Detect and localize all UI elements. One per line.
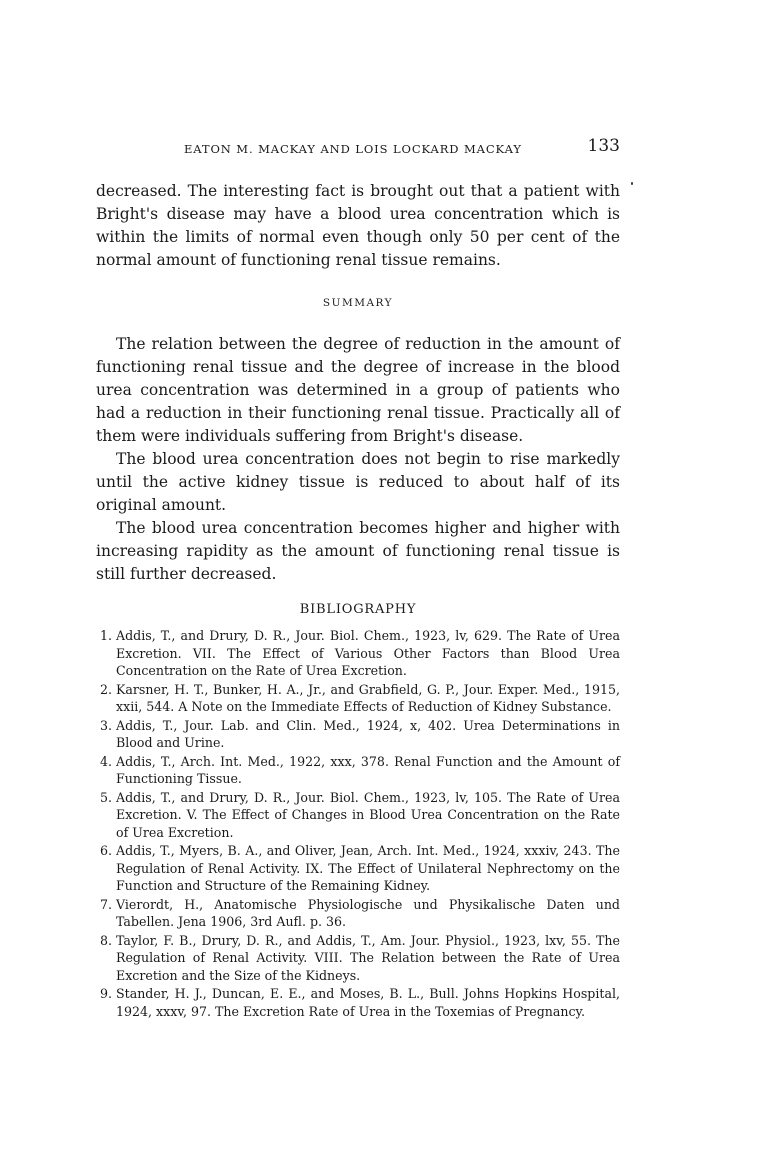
entry-number: 9. xyxy=(99,986,112,1001)
entry-text: Taylor, F. B., Drury, D. R., and Addis, T., Am. Jour. Physiol., 1923, lxv, 55. The Regulation of Renal Activity. VIII. The Relation between the Rate of Urea Excretion and the Size of the Kidneys. xyxy=(116,932,620,983)
paragraph-conclusion: decreased. The interesting fact is brought out that a patient with Bright's disease may have a blood urea concentration which is within the limits of normal even though only 50 per cent of the normal amount of functioning renal tissue remains. xyxy=(96,182,620,269)
running-head xyxy=(96,138,620,162)
entry-number: 7. xyxy=(99,896,112,912)
bibliography-entry xyxy=(96,717,620,752)
body-text xyxy=(96,180,620,586)
entry-number: 4. xyxy=(99,753,112,769)
entry-number: 5. xyxy=(99,789,112,805)
entry-number: 1. xyxy=(99,628,112,643)
bibliography-entry xyxy=(96,842,620,895)
bibliography-entry xyxy=(96,896,620,931)
entry-text: Addis, T., and Drury, D. R., Jour. Biol. Chem., 1923, lv, 105. The Rate of Urea Excretion. V. The Effect of Changes in Blood Urea Concentration on the Rate of Urea Excretion. xyxy=(116,789,620,840)
bibliography-entry xyxy=(96,789,620,842)
running-head-authors: EATON M. MACKAY AND LOIS LOCKARD MACKAY xyxy=(184,142,522,156)
bibliography-heading: BIBLIOGRAPHY xyxy=(299,602,417,617)
bibliography-entry xyxy=(96,932,620,985)
entry-text: Karsner, H. T., Bunker, H. A., Jr., and Grabfield, G. P., Jour. Exper. Med., 1915, xxii, 544. A Note on the Immediate Effects of Reduction of Kidney Substance. xyxy=(116,681,620,714)
summary-heading: SUMMARY xyxy=(322,297,394,309)
scan-speck xyxy=(631,182,633,185)
summary-paragraph-1: The relation between the degree of reduction in the amount of functioning renal tissue and the degree of increase in the blood urea concentration was determined in a group of patients who had a reduction in their functioning renal tissue. Practically all of them were individuals suffering from Bright's disease. xyxy=(96,335,620,445)
entry-text: Addis, T., Jour. Lab. and Clin. Med., 1924, x, 402. Urea Determinations in Blood and Urine. xyxy=(116,717,620,750)
entry-text: Stander, H. J., Duncan, E. E., and Moses, B. L., Bull. Johns Hopkins Hospital, 1924, xxxv, 97. The Excretion Rate of Urea in the Toxemias of Pregnancy. xyxy=(116,986,620,1019)
bibliography-entry xyxy=(96,681,620,716)
journal-page xyxy=(96,138,620,1021)
summary-paragraph-2: The blood urea concentration does not begin to rise markedly until the active kidney tissue is reduced to about half of its original amount. xyxy=(96,450,620,514)
entry-text: Addis, T., and Drury, D. R., Jour. Biol. Chem., 1923, lv, 629. The Rate of Urea Excretion. VII. The Effect of Various Other Factors than Blood Urea Concentration on the Rate of Urea Excretion. xyxy=(116,628,620,678)
bibliography-list xyxy=(96,627,620,1020)
entry-number: 2. xyxy=(99,681,112,697)
entry-text: Vierordt, H., Anatomische Physiologische und Physikalische Daten und Tabellen. Jena 1906, 3rd Aufl. p. 36. xyxy=(116,896,620,929)
entry-number: 8. xyxy=(99,932,112,948)
entry-number: 6. xyxy=(99,843,112,858)
bibliography-entry xyxy=(96,753,620,788)
bibliography-entry xyxy=(96,985,620,1020)
bibliography-entry xyxy=(96,627,620,680)
entry-number: 3. xyxy=(99,717,112,733)
summary-paragraph-3: The blood urea concentration becomes higher and higher with increasing rapidity as the amount of functioning renal tissue is still further decreased. xyxy=(96,519,620,583)
entry-text: Addis, T., Arch. Int. Med., 1922, xxx, 378. Renal Function and the Amount of Functioning Tissue. xyxy=(116,753,620,786)
page-number: 133 xyxy=(587,136,620,156)
entry-text: Addis, T., Myers, B. A., and Oliver, Jean, Arch. Int. Med., 1924, xxxiv, 243. The Regulation of Renal Activity. IX. The Effect of Unilateral Nephrectomy on the Function and Structure of the Remaining Kidney. xyxy=(116,843,620,893)
